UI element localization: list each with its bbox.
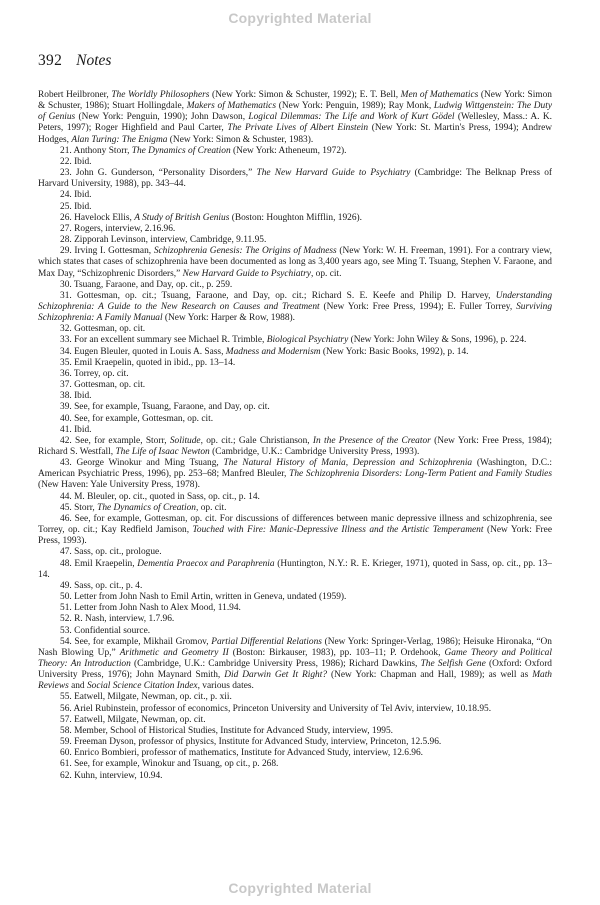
note-32: 32. Gottesman, op. cit.: [60, 324, 146, 335]
note-50: 50. Letter from John Nash to Emil Artin, written in Geneva, undated (1959).: [60, 592, 347, 603]
note-58: 58. Member, School of Historical Studies, Institute for Advanced Study, interview, 1995.: [60, 725, 393, 736]
note-56: 56. Ariel Rubinstein, professor of economics, Princeton University and University of Tel Aviv, interview, 10.18.95.: [60, 703, 492, 714]
note-30: 30. Tsuang, Faraone, and Day, op. cit., p. 259.: [60, 279, 233, 290]
note-51: 51. Letter from John Nash to Alex Mood, 11.94.: [60, 603, 241, 614]
note-26: 26. Havelock Ellis, A Study of British Genius (Boston: Houghton Mifflin, 1926).: [60, 212, 363, 223]
note-47: 47. Sass, op. cit., prologue.: [60, 547, 162, 558]
note-continuation: Robert Heilbroner, The Worldly Philosophers (New York: Simon & Schuster, 1992); E. T. Bell, Men of Mathematics (New York: Simon & Schuster, 1986); Stuart Hollingdale, Makers of Mathematics (New York: Penguin, 1989); Ray Monk, Ludwig Wittgenstein: The Duty of Genius (New York: Penguin, 1990); John Dawson, Logical Dilemmas: The Life and Work of Kurt Gödel (Wellesley, Mass.: A. K. Peters, 1997); Roger Highfield and Paul Carter, The Private Lives of Albert Einstein (New York: St. Martin's Press, 1994); Andrew Hodges, Alan Turing: The Enigma (New York: Simon & Schuster, 1983).: [38, 90, 553, 145]
note-29: 29. Irving I. Gottesman, Schizophrenia Genesis: The Origins of Madness (New York: W. H. Freeman, 1991). For a contrary view, which states that cases of schizophrenia have been documented as long as 3,400 years ago, see Ming T. Tsuang, Stephen V. Faraone, and Max Day, “Schizophrenic Disorders,” New Harvard Guide to Psychiatry, op. cit.: [38, 246, 552, 279]
note-42: 42. See, for example, Storr, Solitude, op. cit.; Gale Christianson, In the Presence of the Creator (New York: Free Press, 1984); Richard S. Westfall, The Life of Isaac Newton (Cambridge, U.K.: Cambridge University Press, 1993).: [38, 435, 552, 457]
note-21: 21. Anthony Storr, The Dynamics of Creation (New York: Atheneum, 1972).: [60, 145, 347, 156]
note-39: 39. See, for example, Tsuang, Faraone, and Day, op. cit.: [60, 402, 270, 413]
watermark-top: Copyrighted Material: [228, 10, 372, 26]
note-37: 37. Gottesman, op. cit.: [60, 380, 146, 391]
note-24: 24. Ibid.: [60, 190, 92, 201]
note-34: 34. Eugen Bleuler, quoted in Louis A. Sass, Madness and Modernism (New York: Basic Books, 1992), p. 14.: [60, 346, 469, 357]
running-title: Notes: [76, 52, 112, 69]
note-48: 48. Emil Kraepelin, Dementia Praecox and Paraphrenia (Huntington, N.Y.: R. E. Krieger, 1971), quoted in Sass, op. cit., pp. 13–14.: [38, 558, 552, 580]
note-41: 41. Ibid.: [60, 424, 92, 435]
note-25: 25. Ibid.: [60, 201, 92, 212]
page-number: 392: [38, 52, 63, 69]
note-27: 27. Rogers, interview, 2.16.96.: [60, 223, 176, 234]
note-28: 28. Zipporah Levinson, interview, Cambridge, 9.11.95.: [60, 235, 267, 246]
note-54: 54. See, for example, Mikhail Gromov, Partial Differential Relations (New York: Springer-Verlag, 1986); Heisuke Hironaka, “On Nash Blowing Up,” Arithmetic and Geometry II (Boston: Birkauser, 1983), pp. 103–11; P. Ordehook, Game Theory and Political Theory: An Introduction (Cambridge, U.K.: Cambridge University Press, 1986); Richard Dawkins, The Selfish Gene (Oxford: Oxford University Press, 1976); John Maynard Smith, Did Darwin Get It Right? (New York: Chapman and Hall, 1989); as well as Math Reviews and Social Science Citation Index, various dates.: [38, 636, 552, 692]
note-49: 49. Sass, op. cit., p. 4.: [60, 580, 143, 591]
note-55: 55. Eatwell, Milgate, Newman, op. cit., p. xii.: [60, 692, 232, 703]
running-header: [38, 52, 111, 70]
notes-list: [38, 90, 552, 782]
note-45: 45. Storr, The Dynamics of Creation, op. cit.: [60, 502, 227, 513]
note-35: 35. Emil Kraepelin, quoted in ibid., pp. 13–14.: [60, 357, 236, 368]
note-52: 52. R. Nash, interview, 1.7.96.: [60, 614, 175, 625]
note-40: 40. See, for example, Gottesman, op. cit.: [60, 413, 214, 424]
note-46: 46. See, for example, Gottesman, op. cit. For discussions of differences between manic depressive illness and schizophrenia, see Torrey, op. cit.; Kay Redfield Jamison, Touched with Fire: Manic-Depressive Illness and the Artistic Temperament (New York: Free Press, 1993).: [38, 513, 552, 547]
watermark-bottom: Copyrighted Material: [228, 880, 372, 896]
note-36: 36. Torrey, op. cit.: [60, 368, 129, 379]
note-31: 31. Gottesman, op. cit.; Tsuang, Faraone, and Day, op. cit.; Richard S. E. Keefe and Philip D. Harvey, Understanding Schizophrenia: A Guide to the New Research on Causes and Treatment (New York: Free Press, 1994); E. Fuller Torrey, Surviving Schizophrenia: A Family Manual (New York: Harper & Row, 1988).: [38, 290, 553, 324]
note-43: 43. George Winokur and Ming Tsuang, The Natural History of Mania, Depression and Schizophrenia (Washington, D.C.: American Psychiatric Press, 1996), pp. 253–68; Manfred Bleuler, The Schizophrenia Disorders: Long-Term Patient and Family Studies (New Haven: Yale University Press, 1978).: [38, 458, 553, 491]
note-44: 44. M. Bleuler, op. cit., quoted in Sass, op. cit., p. 14.: [60, 491, 260, 502]
note-61: 61. See, for example, Winokur and Tsuang, op cit., p. 268.: [60, 759, 279, 770]
note-53: 53. Confidential source.: [60, 625, 151, 636]
note-38: 38. Ibid.: [60, 391, 92, 402]
note-33: 33. For an excellent summary see Michael R. Trimble, Biological Psychiatry (New York: John Wiley & Sons, 1996), p. 224.: [60, 335, 527, 346]
note-57: 57. Eatwell, Milgate, Newman, op. cit.: [60, 714, 206, 725]
note-22: 22. Ibid.: [60, 156, 92, 167]
note-23: 23. John G. Gunderson, “Personality Disorders,” The New Harvard Guide to Psychiatry (Cambridge: The Belknap Press of Harvard University, 1988), pp. 343–44.: [38, 168, 553, 190]
note-60: 60. Enrico Bombieri, professor of mathematics, Institute for Advanced Study, interview, 12.6.96.: [60, 748, 424, 759]
note-62: 62. Kuhn, interview, 10.94.: [60, 770, 163, 781]
note-59: 59. Freeman Dyson, professor of physics, Institute for Advanced Study, interview, Princeton, 12.5.96.: [60, 737, 442, 748]
